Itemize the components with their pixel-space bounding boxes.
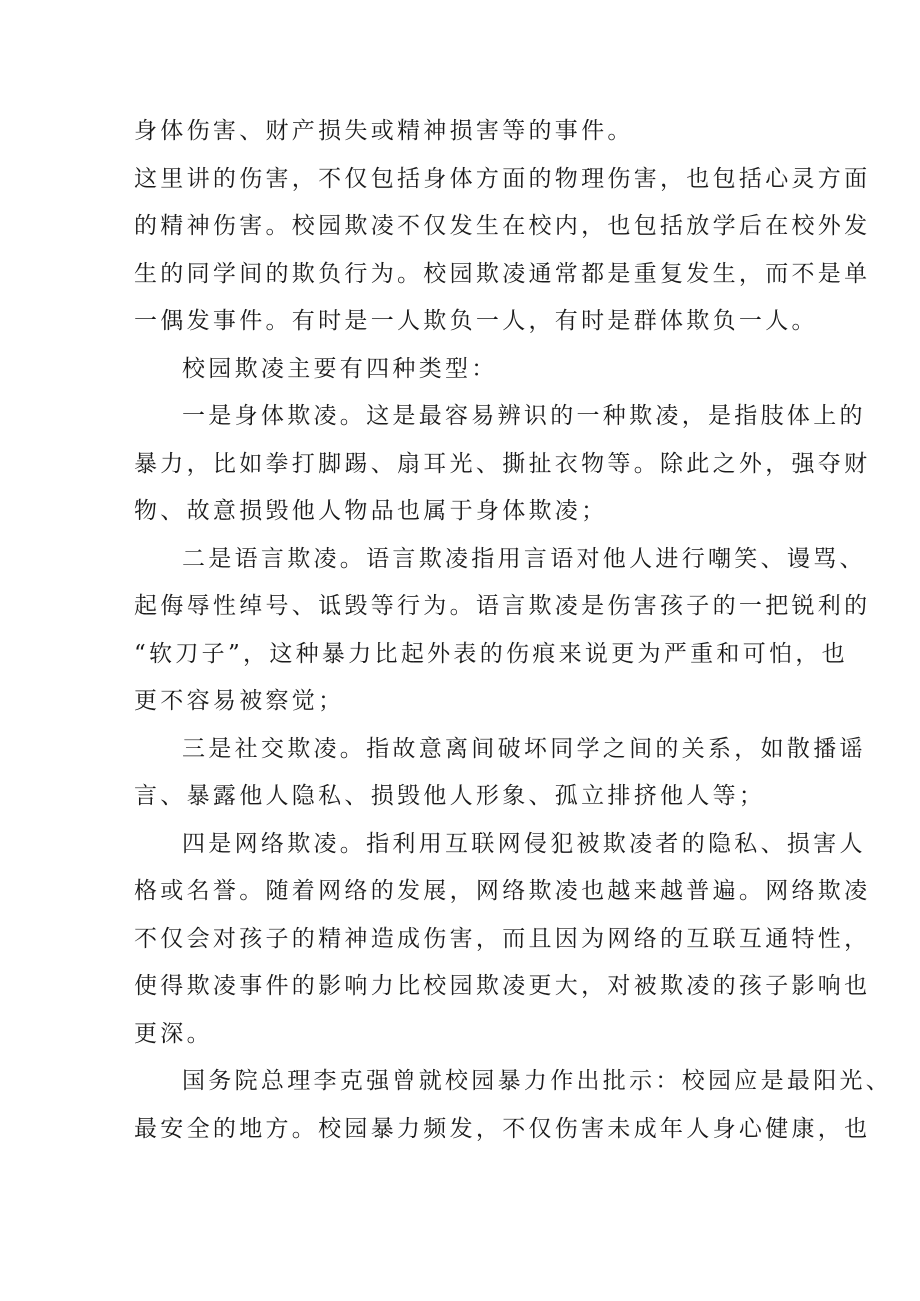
text-line: 物、故意损毁他人物品也属于身体欺凌； <box>134 498 608 524</box>
paragraph <box>134 821 871 1059</box>
text-line: 生的同学间的欺负行为。校园欺凌通常都是重复发生，而不是单 <box>134 260 871 287</box>
paragraph <box>134 346 798 394</box>
text-line: “软刀子”，这种暴力比起外表的伤痕来说更为严重和可怕，也 <box>134 640 848 667</box>
paragraph <box>134 536 871 726</box>
text-line: 四是网络欺凌。指利用互联网侵犯被欺凌者的隐私、损害人 <box>182 830 866 857</box>
text-line: 格或名誉。随着网络的发展，网络欺凌也越来越普遍。网络欺凌 <box>134 878 871 904</box>
paragraph <box>134 156 871 346</box>
text-line: 暴力，比如拳打脚踢、扇耳光、撕扯衣物等。除此之外，强夺财 <box>134 450 871 477</box>
text-line: 一是身体欺凌。这是最容易辨识的一种欺凌，是指肢体上的 <box>182 403 866 429</box>
paragraph <box>134 726 866 821</box>
text-line: 更深。 <box>134 1020 213 1047</box>
text-line: 三是社交欺凌。指故意离间破坏同学之间的关系，如散播谣 <box>182 735 866 762</box>
text-line: 不仅会对孩子的精神造成伤害，而且因为网络的互联互通特性， <box>134 925 871 952</box>
text-line: 一偶发事件。有时是一人欺负一人，有时是群体欺负一人。 <box>134 308 818 334</box>
text-line: 这里讲的伤害，不仅包括身体方面的物理伤害，也包括心灵方面 <box>134 165 871 192</box>
text-line: 更不容易被察觉； <box>134 688 345 714</box>
text-line: 最安全的地方。校园暴力频发，不仅伤害未成年人身心健康，也 <box>134 1115 871 1142</box>
document-page <box>134 108 893 1153</box>
paragraph <box>134 1058 893 1153</box>
text-line: 使得欺凌事件的影响力比校园欺凌更大，对被欺凌的孩子影响也 <box>134 973 871 999</box>
text-line: 校园欺凌主要有四种类型： <box>182 355 498 382</box>
text-line: 言、暴露他人隐私、损毁他人形象、孤立排挤他人等； <box>134 783 766 809</box>
text-line: 二是语言欺凌。语言欺凌指用言语对他人进行嘲笑、谩骂、 <box>182 545 866 572</box>
paragraph <box>134 393 871 536</box>
text-line: 的精神伤害。校园欺凌不仅发生在校内，也包括放学后在校外发 <box>134 213 871 239</box>
text-line: 身体伤害、财产损失或精神损害等的事件。 <box>134 118 634 144</box>
text-line: 国务院总理李克强曾就校园暴力作出批示：校园应是最阳光、 <box>182 1068 893 1094</box>
paragraph <box>134 108 798 156</box>
text-line: 起侮辱性绰号、诋毁等行为。语言欺凌是伤害孩子的一把锐利的 <box>134 593 871 619</box>
